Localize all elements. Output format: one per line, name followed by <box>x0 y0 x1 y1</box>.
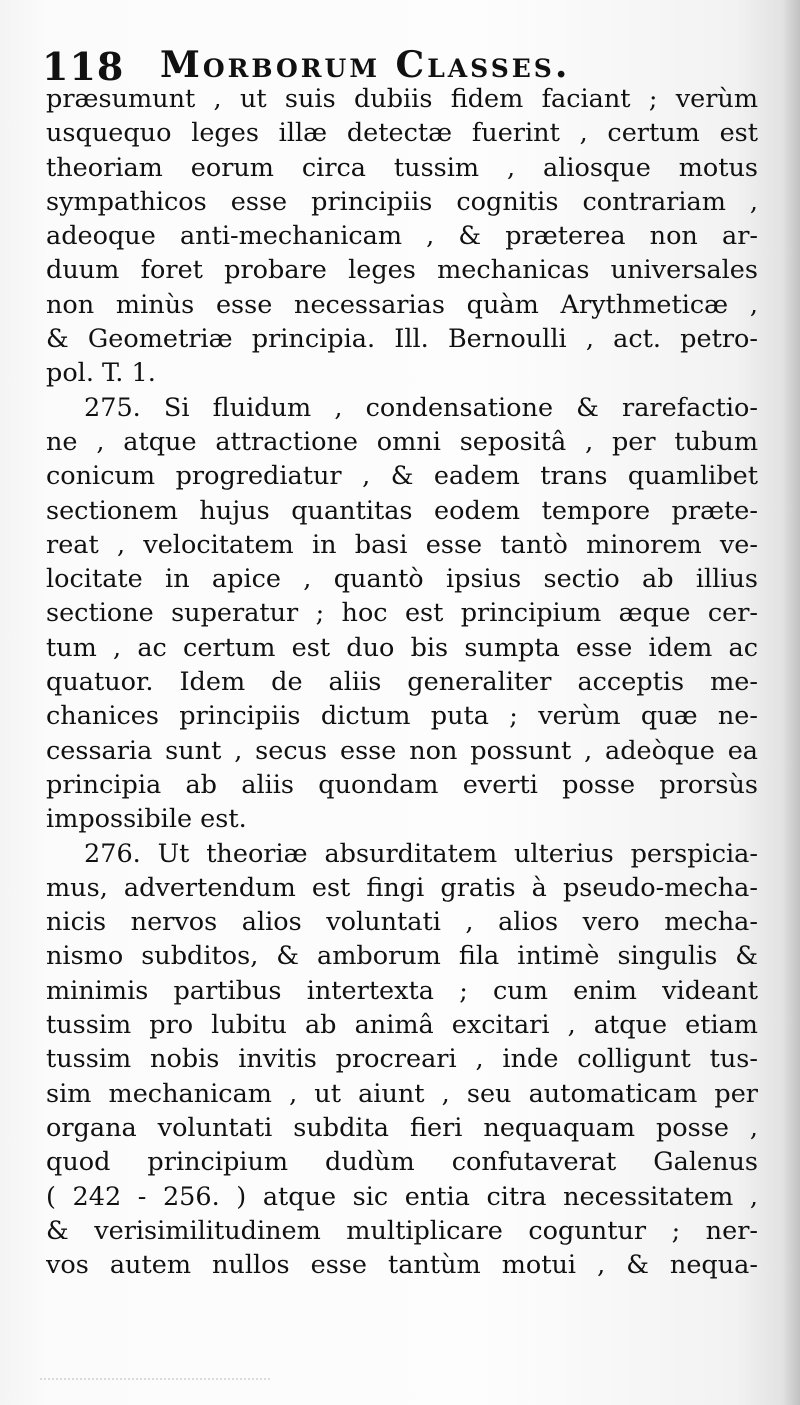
print-smudge <box>40 1378 270 1386</box>
text-line: duum foret probare leges mechanicas universales <box>46 255 758 286</box>
text-line: impossibile est. <box>46 804 247 835</box>
text-line: mus, advertendum est fingi gratis à pseudo-mecha- <box>46 872 758 903</box>
text-line: & Geometriæ principia. Ill. Bernoulli , act. petro- <box>46 324 758 355</box>
text-line: tussim pro lubitu ab animâ excitari , atque etiam <box>46 1010 758 1041</box>
text-line: organa voluntati subdita fieri nequaquam posse , <box>46 1112 758 1143</box>
page-number: 118 <box>42 44 125 89</box>
body-text <box>46 82 758 1282</box>
text-line: usquequo leges illæ detectæ fuerint , certum est <box>46 118 758 149</box>
text-line: nismo subditos, & amborum fila intimè singulis & <box>46 941 758 972</box>
text-line: chanices principiis dictum puta ; verùm quæ ne- <box>46 701 758 732</box>
page-edge-shadow <box>782 0 800 1405</box>
text-line: ( 242 - 256. ) atque sic entia citra necessitatem , <box>46 1181 758 1212</box>
text-line: cessaria sunt , secus esse non possunt , adeòque ea <box>46 735 758 766</box>
text-line: sympathicos esse principiis cognitis contrariam , <box>46 186 758 217</box>
text-line: quod principium dudùm confutaverat Galenus <box>46 1147 758 1178</box>
text-line: reat , velocitatem in basi esse tantò minorem ve- <box>46 529 758 560</box>
text-line: sectione superatur ; hoc est principium æque cer- <box>46 598 758 629</box>
text-line: pol. T. 1. <box>46 358 156 389</box>
text-line: sectionem hujus quantitas eodem tempore præte- <box>46 495 758 526</box>
paragraph-275-start: 275. Si fluidum , condensatione & rarefactio- <box>84 392 758 423</box>
text-line: ne , atque attractione omni sepositâ , per tubum <box>46 426 758 457</box>
text-line: principia ab aliis quondam everti posse prorsùs <box>46 769 758 800</box>
text-line: quatuor. Idem de aliis generaliter acceptis me- <box>46 667 758 698</box>
text-line: theoriam eorum circa tussim , aliosque motus <box>46 152 758 183</box>
text-line: minimis partibus intertexta ; cum enim videant <box>46 975 758 1006</box>
text-line: & verisimilitudinem multiplicare coguntur ; ner- <box>46 1215 758 1246</box>
text-line: tussim nobis invitis procreari , inde colligunt tus- <box>46 1044 758 1075</box>
text-line: adeoque anti-mechanicam , & præterea non ar- <box>46 221 758 252</box>
text-line: præsumunt , ut suis dubiis fidem faciant ; verùm <box>46 84 758 114</box>
text-line: locitate in apice , quantò ipsius sectio ab illius <box>46 564 758 595</box>
text-line: nicis nervos alios voluntati , alios vero mecha- <box>46 907 758 938</box>
text-line: tum , ac certum est duo bis sumpta esse idem ac <box>46 632 758 663</box>
text-line: sim mechanicam , ut aiunt , seu automaticam per <box>46 1078 758 1109</box>
text-line: non minùs esse necessarias quàm Arythmeticæ , <box>46 289 758 320</box>
text-line: vos autem nullos esse tantùm motui , & nequa- <box>46 1250 758 1281</box>
text-line: conicum progrediatur , & eadem trans quamlibet <box>46 461 758 492</box>
running-head: Morborum Classes. <box>160 44 571 86</box>
paragraph-276-start: 276. Ut theoriæ absurditatem ulterius perspicia- <box>84 838 758 869</box>
